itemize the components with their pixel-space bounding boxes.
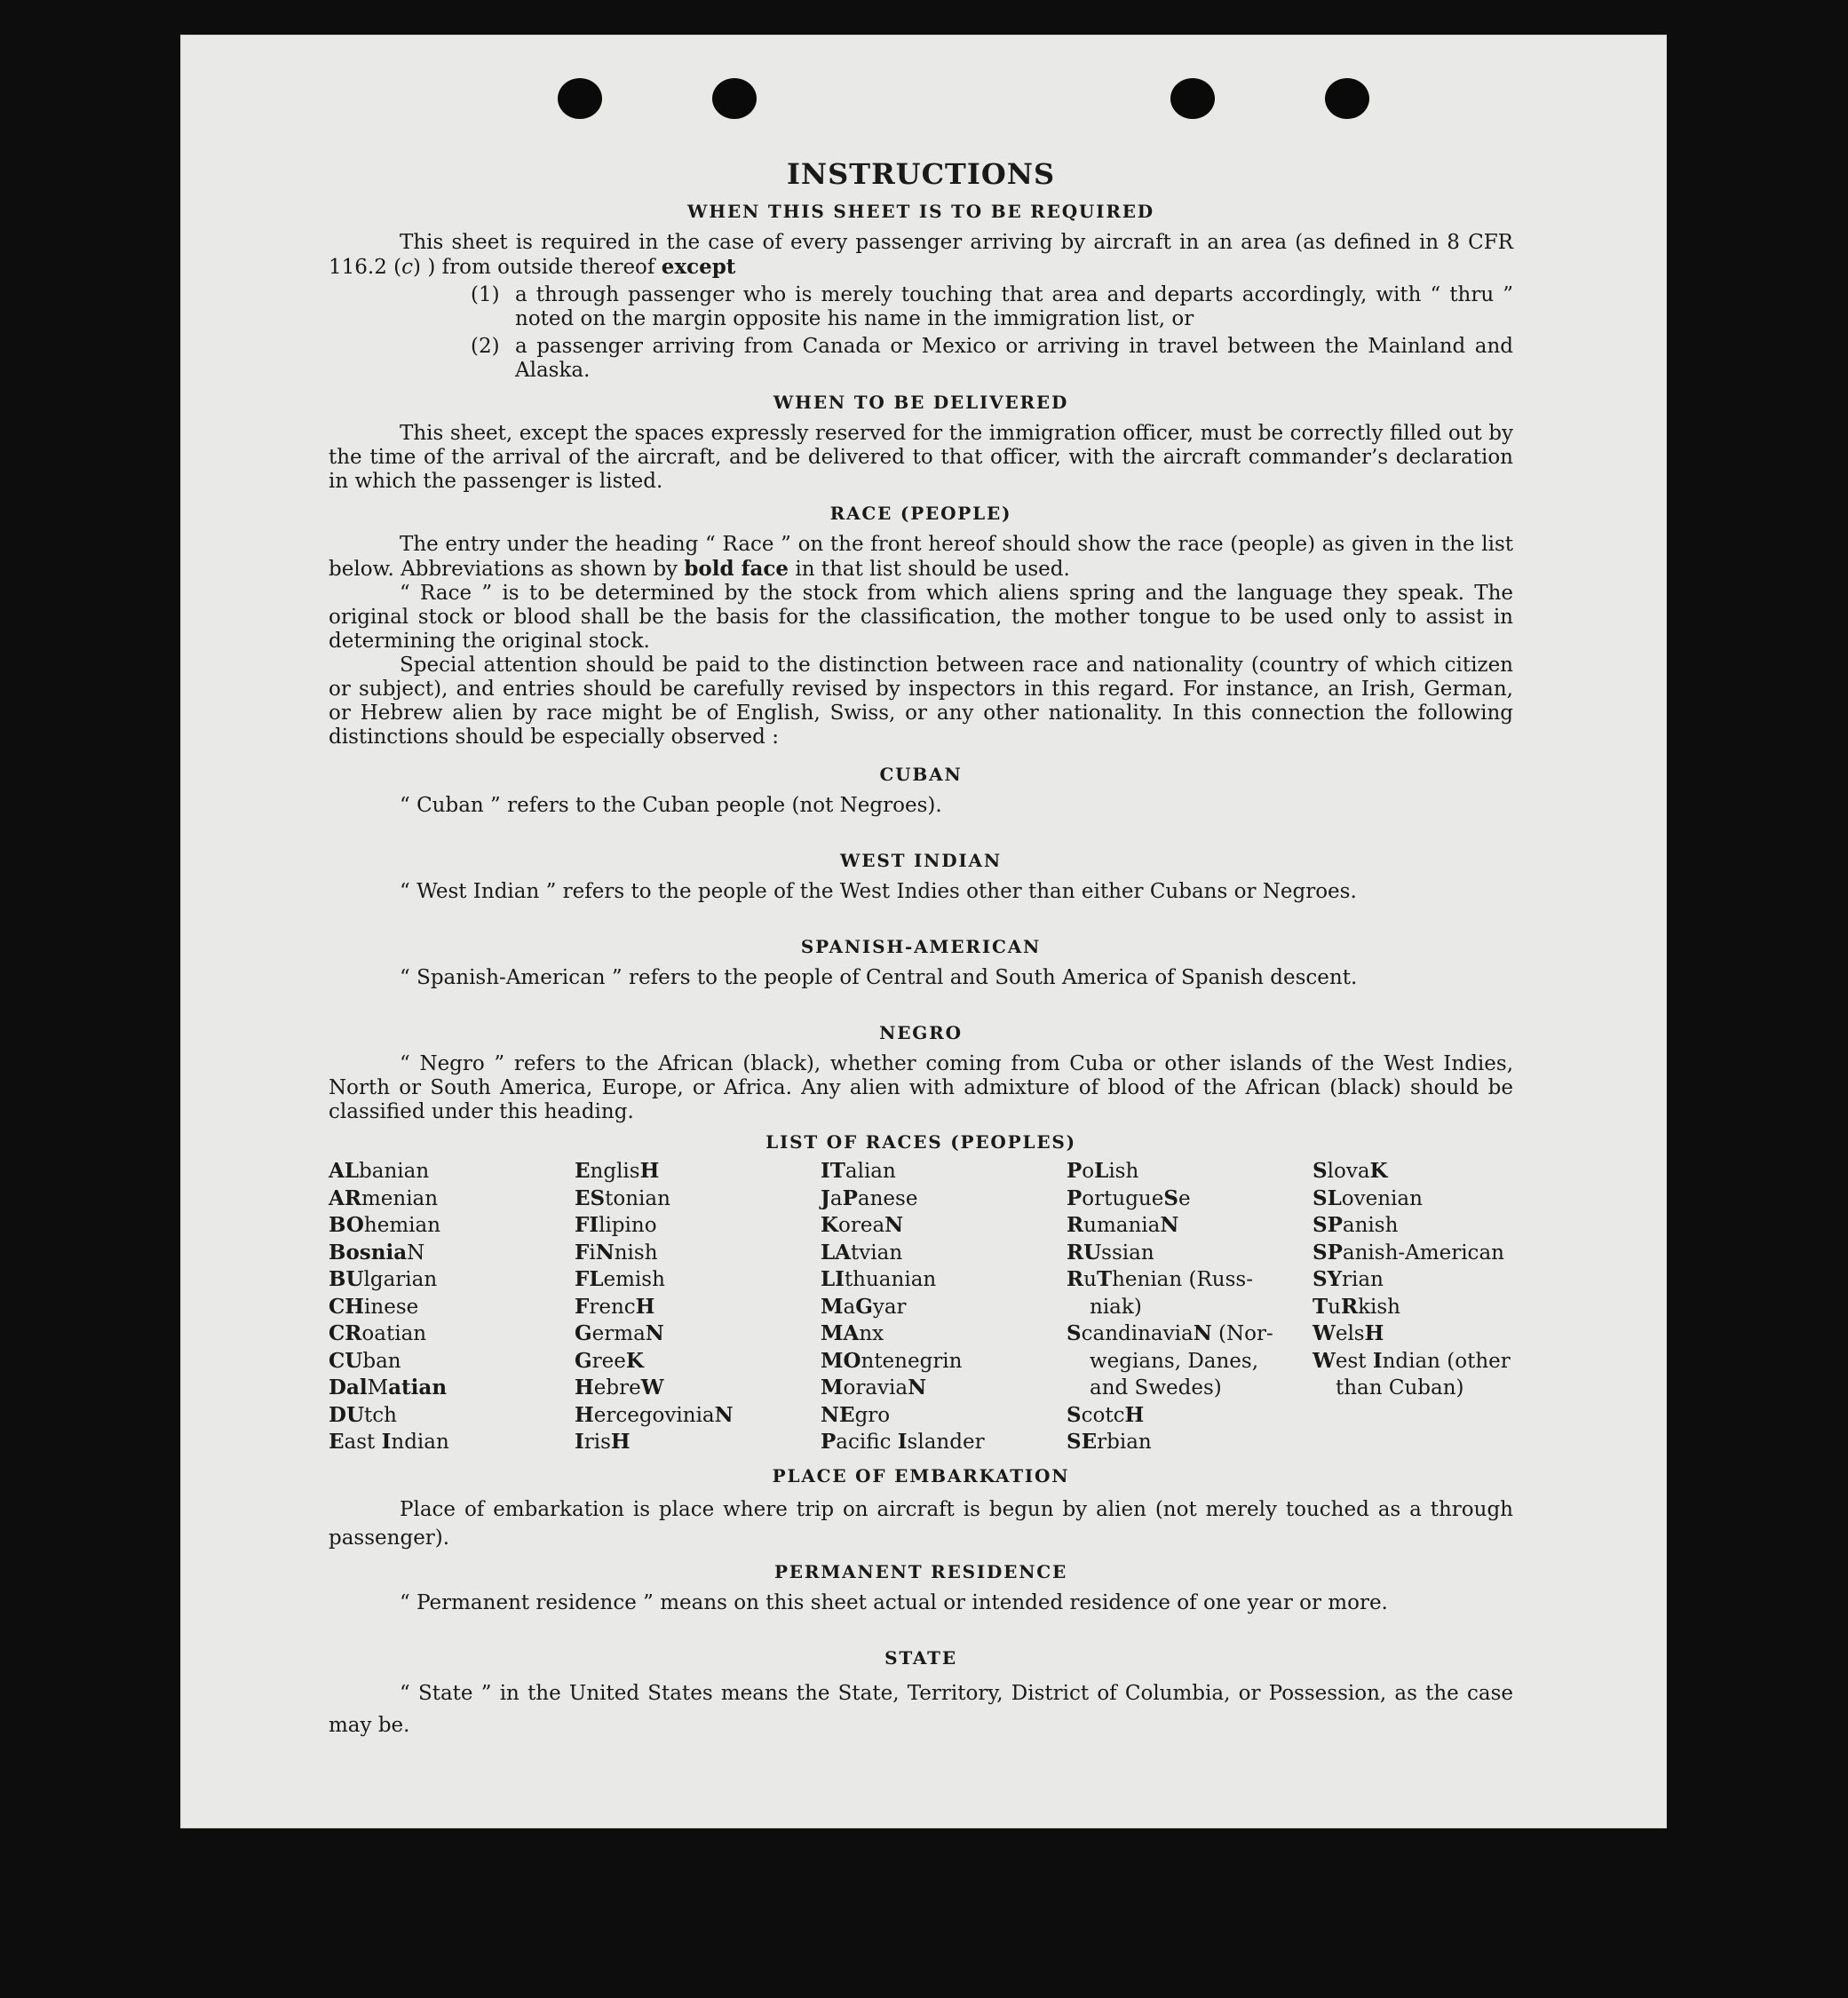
race-entry: SPanish (1313, 1213, 1399, 1237)
race-entry: SPanish-American (1313, 1240, 1504, 1265)
state-text: “ State ” in the United States means the State, Territory, District of Columbia, or Possession, as the case may be. (329, 1681, 1513, 1737)
race-entry: LAtvian (821, 1240, 903, 1265)
instructions-content (329, 151, 1513, 1741)
document-page (181, 36, 1666, 1828)
race-entry: ALbanian (329, 1159, 430, 1183)
race-paragraph-2: “ Race ” is to be determined by the stock from which aliens spring and the language they speak. The original stock or blood shall be the basis for the classification, the mother tongue to be used only to assist in determining the original stock. (329, 582, 1513, 653)
race-entry: BosniaN (329, 1240, 425, 1265)
race-entry: RUssian (1067, 1240, 1154, 1265)
race-entry: PoLish (1067, 1159, 1139, 1183)
race-entry: niak) (1090, 1295, 1142, 1319)
race-entry: EStonian (575, 1185, 670, 1210)
race-entry: ScandinaviaN (Nor- (1067, 1321, 1273, 1345)
race-entry: TuRkish (1313, 1294, 1400, 1319)
race-entry: ARmenian (329, 1185, 439, 1210)
embarkation-text: Place of embarkation is place where trip on aircraft is begun by alien (not merely touched as a through passenger). (329, 1497, 1513, 1550)
spanish-american-text: “ Spanish-American ” refers to the people of Central and South America of Spanish descent. (400, 966, 1358, 989)
negro-text: “ Negro ” refers to the African (black), whether coming from Cuba or other islands of the West Indies, North or South America, Europe, or Africa. Any alien with admixture of blood of the African (black) should be classified under this heading. (329, 1052, 1513, 1123)
race-entry: GermaN (575, 1321, 664, 1345)
race-entry: West Indian (other (1313, 1348, 1511, 1373)
race-entry: MaGyar (821, 1294, 907, 1319)
heading-negro: NEGRO (879, 1022, 963, 1043)
race-entry: SYrian (1313, 1267, 1384, 1291)
heading-west-indian: WEST INDIAN (840, 850, 1002, 871)
heading-residence: PERMANENT RESIDENCE (773, 1560, 1068, 1582)
race-entry: LIthuanian (821, 1267, 937, 1291)
race-entry: MOntenegrin (821, 1348, 963, 1373)
heading-spanish-american: SPANISH-AMERICAN (800, 936, 1042, 957)
race-entry: PortugueSe (1067, 1185, 1191, 1210)
heading-delivered: WHEN TO BE DELIVERED (773, 392, 1069, 413)
punch-hole (712, 78, 757, 119)
race-entry: FrencH (575, 1294, 655, 1319)
races-column (575, 1158, 821, 1456)
race-entry: KoreaN (821, 1213, 904, 1237)
races-column (329, 1158, 575, 1456)
race-entry: ScotcH (1067, 1402, 1145, 1427)
race-entry: CRoatian (329, 1321, 427, 1345)
heading-list-of-races: LIST OF RACES (PEOPLES) (765, 1131, 1076, 1153)
race-paragraph-1: The entry under the heading “ Race ” on the front hereof should show the race (people) as given in the list below. Abbreviations as shown by bold face in that list should be used. (329, 533, 1513, 581)
race-entry: CHinese (329, 1294, 419, 1319)
heading-cuban: CUBAN (879, 764, 963, 785)
race-entry: SErbian (1067, 1430, 1152, 1454)
race-entry: BUlgarian (329, 1267, 438, 1291)
race-entry: Pacific Islander (821, 1430, 985, 1454)
page-title: INSTRUCTIONS (786, 157, 1056, 191)
race-entry: wegians, Danes, (1090, 1349, 1259, 1373)
race-entry: WelsH (1313, 1321, 1384, 1345)
race-entry: GreeK (575, 1348, 644, 1373)
required-intro: This sheet is required in the case of every passenger arriving by aircraft in an area (as defined in 8 CFR 116.2 (c) ) from outside thereof except (329, 231, 1513, 279)
race-entry: FLemish (575, 1267, 665, 1291)
races-list (329, 1158, 1513, 1456)
residence-text: “ Permanent residence ” means on this sheet actual or intended residence of one year or more. (400, 1590, 1388, 1614)
race-entry: East Indian (329, 1430, 449, 1454)
race-entry: RuThenian (Russ- (1067, 1267, 1253, 1291)
race-entry: IrisH (575, 1430, 631, 1454)
punch-hole (1170, 78, 1215, 119)
race-entry: HercegoviniaN (575, 1402, 734, 1427)
race-entry: than Cuban) (1336, 1376, 1464, 1399)
race-entry: RumaniaN (1067, 1213, 1179, 1237)
races-column (1313, 1158, 1513, 1456)
race-entry: FIlipino (575, 1213, 657, 1237)
race-entry: MAnx (821, 1321, 884, 1345)
race-entry: NEgro (821, 1402, 891, 1427)
race-entry: DUtch (329, 1402, 397, 1427)
race-entry: EnglisH (575, 1159, 660, 1183)
race-entry: SLovenian (1313, 1185, 1423, 1210)
race-entry: MoraviaN (821, 1376, 927, 1399)
west-indian-text: “ West Indian ” refers to the people of the West Indies other than either Cubans or Negroes. (400, 880, 1357, 903)
cuban-text: “ Cuban ” refers to the Cuban people (not Negroes). (400, 794, 942, 817)
races-column (821, 1158, 1067, 1456)
race-entry: SlovaK (1313, 1159, 1388, 1183)
punch-hole (558, 78, 602, 119)
race-entry: HebreW (575, 1376, 664, 1399)
race-entry: CUban (329, 1348, 401, 1373)
race-entry: DalMatian (329, 1376, 448, 1399)
race-paragraph-3: Special attention should be paid to the distinction between race and nationality (country of which citizen or subject), and entries should be carefully revised by inspectors in this regard. For instance, an Irish, German, or Hebrew alien by race might be of English, Swiss, or any other nationality. In this connection the following distinctions should be especially observed : (329, 654, 1513, 749)
heading-state: STATE (884, 1646, 957, 1669)
race-entry: BOhemian (329, 1213, 441, 1237)
races-column (1067, 1158, 1313, 1456)
heading-race: RACE (PEOPLE) (829, 503, 1012, 524)
race-entry: JaPanese (821, 1185, 918, 1210)
race-entry: and Swedes) (1090, 1376, 1222, 1399)
punch-hole (1325, 78, 1369, 119)
exception-item: (2) a passenger arriving from Canada or Mexico or arriving in travel between the Mainland and Alaska. (471, 335, 1513, 382)
exception-item: (1) a through passenger who is merely touching that area and departs accordingly, with “ thru ” noted on the margin opposite his name in the immigration list, or (471, 283, 1513, 330)
heading-embarkation: PLACE OF EMBARKATION (772, 1464, 1070, 1487)
delivered-text: This sheet, except the spaces expressly reserved for the immigration officer, must be correctly filled out by the time of the arrival of the aircraft, and be delivered to that officer, with the aircraft commander’s declaration in which the passenger is listed. (329, 422, 1513, 493)
heading-required: WHEN THIS SHEET IS TO BE REQUIRED (687, 201, 1154, 222)
race-entry: ITalian (821, 1159, 896, 1183)
race-entry: FiNnish (575, 1240, 658, 1265)
